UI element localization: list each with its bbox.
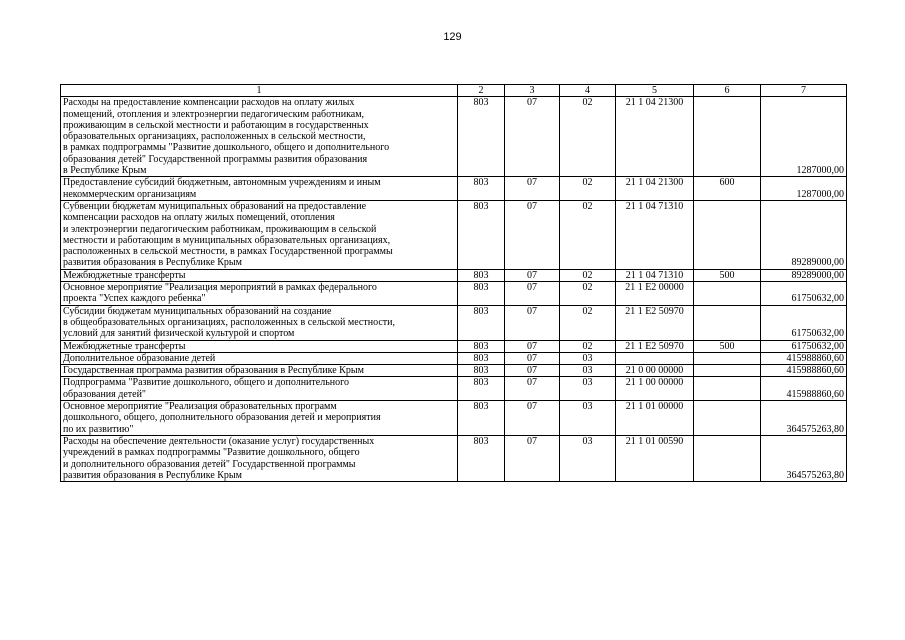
table-row	[61, 377, 847, 401]
row-subsection: 03	[560, 365, 616, 377]
row-amount: 415988860,60	[761, 377, 847, 401]
row-section: 07	[505, 200, 560, 269]
row-target-article: 21 1 04 21300	[616, 177, 694, 201]
row-grbs-code: 803	[458, 97, 505, 177]
row-amount: 415988860,60	[761, 365, 847, 377]
column-header: 4	[560, 85, 616, 97]
row-section: 07	[505, 352, 560, 364]
row-subsection: 03	[560, 401, 616, 436]
row-target-article	[616, 352, 694, 364]
row-grbs-code: 803	[458, 340, 505, 352]
row-grbs-code: 803	[458, 401, 505, 436]
row-amount: 89289000,00	[761, 269, 847, 281]
row-grbs-code: 803	[458, 282, 505, 306]
row-expense-type	[694, 305, 761, 340]
row-target-article: 21 0 00 00000	[616, 365, 694, 377]
row-grbs-code: 803	[458, 435, 505, 481]
row-subsection: 02	[560, 177, 616, 201]
table-row	[61, 435, 847, 481]
row-subsection: 02	[560, 305, 616, 340]
table-row	[61, 352, 847, 364]
row-section: 07	[505, 377, 560, 401]
column-header: 2	[458, 85, 505, 97]
column-header: 6	[694, 85, 761, 97]
table-row	[61, 282, 847, 306]
row-amount: 61750632,00	[761, 340, 847, 352]
row-amount: 61750632,00	[761, 282, 847, 306]
row-grbs-code: 803	[458, 269, 505, 281]
row-section: 07	[505, 177, 560, 201]
row-expense-type	[694, 435, 761, 481]
row-target-article: 21 1 04 71310	[616, 269, 694, 281]
row-grbs-code: 803	[458, 305, 505, 340]
row-name: Подпрограмма "Развитие дошкольного, общего и дополнительного образования детей"	[61, 377, 458, 401]
row-section: 07	[505, 97, 560, 177]
row-amount: 61750632,00	[761, 305, 847, 340]
column-header-row	[61, 85, 847, 97]
row-section: 07	[505, 401, 560, 436]
row-subsection: 02	[560, 200, 616, 269]
row-subsection: 02	[560, 269, 616, 281]
row-target-article: 21 1 01 00590	[616, 435, 694, 481]
row-expense-type	[694, 282, 761, 306]
row-grbs-code: 803	[458, 352, 505, 364]
row-expense-type	[694, 352, 761, 364]
row-subsection: 02	[560, 282, 616, 306]
table-row	[61, 177, 847, 201]
row-name: Дополнительное образование детей	[61, 352, 458, 364]
row-name: Предоставление субсидий бюджетным, автономным учреждениям и иным некоммерческим организациям	[61, 177, 458, 201]
row-section: 07	[505, 365, 560, 377]
row-target-article: 21 1 04 71310	[616, 200, 694, 269]
row-name: Основное мероприятие "Реализация мероприятий в рамках федерального проекта "Успех каждого ребенка"	[61, 282, 458, 306]
row-grbs-code: 803	[458, 200, 505, 269]
row-target-article: 21 1 00 00000	[616, 377, 694, 401]
table-row	[61, 365, 847, 377]
row-target-article: 21 1 04 21300	[616, 97, 694, 177]
row-expense-type: 500	[694, 340, 761, 352]
row-grbs-code: 803	[458, 377, 505, 401]
row-amount: 89289000,00	[761, 200, 847, 269]
row-section: 07	[505, 435, 560, 481]
table-row	[61, 269, 847, 281]
row-section: 07	[505, 282, 560, 306]
row-subsection: 03	[560, 435, 616, 481]
row-name: Расходы на обеспечение деятельности (оказание услуг) государственных учреждений в рамках подпрограммы "Развитие дошкольного, общего и дополнительного образования детей" Государственной программы развития образования в Республике Крым	[61, 435, 458, 481]
row-subsection: 03	[560, 377, 616, 401]
row-section: 07	[505, 340, 560, 352]
row-section: 07	[505, 269, 560, 281]
budget-table	[60, 84, 847, 482]
row-subsection: 03	[560, 352, 616, 364]
table-row	[61, 97, 847, 177]
row-amount: 364575263,80	[761, 401, 847, 436]
table-row	[61, 305, 847, 340]
row-expense-type	[694, 200, 761, 269]
row-subsection: 02	[560, 97, 616, 177]
row-expense-type	[694, 97, 761, 177]
column-header: 5	[616, 85, 694, 97]
row-amount: 415988860,60	[761, 352, 847, 364]
table-row	[61, 200, 847, 269]
row-name: Субвенции бюджетам муниципальных образований на предоставление компенсации расходов на оплату жилых помещений, отопления и электроэнергии педагогическим работникам, проживающим в сельской местности и работающим в муниципальных образовательных организациях, расположенных в сельской местности, в рамках Государственной программы развития образования в Республике Крым	[61, 200, 458, 269]
row-name: Расходы на предоставление компенсации расходов на оплату жилых помещений, отопления и электроэнергии педагогическим работникам, проживающим в сельской местности и работающим в государственных образовательных организациях, расположенных в сельской местности, в рамках подпрограммы "Развитие дошкольного, общего и дополнительного образования детей" Государственной программы развития образования в Республике Крым	[61, 97, 458, 177]
row-subsection: 02	[560, 340, 616, 352]
row-grbs-code: 803	[458, 365, 505, 377]
row-expense-type: 500	[694, 269, 761, 281]
row-expense-type	[694, 401, 761, 436]
row-name: Государственная программа развития образования в Республике Крым	[61, 365, 458, 377]
row-amount: 1287000,00	[761, 97, 847, 177]
row-section: 07	[505, 305, 560, 340]
row-expense-type	[694, 377, 761, 401]
row-target-article: 21 1 E2 50970	[616, 305, 694, 340]
row-expense-type: 600	[694, 177, 761, 201]
row-name: Субсидии бюджетам муниципальных образований на создание в общеобразовательных организациях, расположенных в сельской местности, условий для занятий физической культурой и спортом	[61, 305, 458, 340]
row-name: Межбюджетные трансферты	[61, 269, 458, 281]
row-name: Основное мероприятие "Реализация образовательных программ дошкольного, общего, дополнительного образования детей и мероприятия по их развитию"	[61, 401, 458, 436]
table-row	[61, 401, 847, 436]
row-target-article: 21 1 E2 50970	[616, 340, 694, 352]
column-header: 1	[61, 85, 458, 97]
row-grbs-code: 803	[458, 177, 505, 201]
row-amount: 1287000,00	[761, 177, 847, 201]
row-target-article: 21 1 E2 00000	[616, 282, 694, 306]
table-row	[61, 340, 847, 352]
row-amount: 364575263,80	[761, 435, 847, 481]
row-expense-type	[694, 365, 761, 377]
column-header: 3	[505, 85, 560, 97]
page-number: 129	[443, 31, 462, 43]
row-target-article: 21 1 01 00000	[616, 401, 694, 436]
column-header: 7	[761, 85, 847, 97]
row-name: Межбюджетные трансферты	[61, 340, 458, 352]
